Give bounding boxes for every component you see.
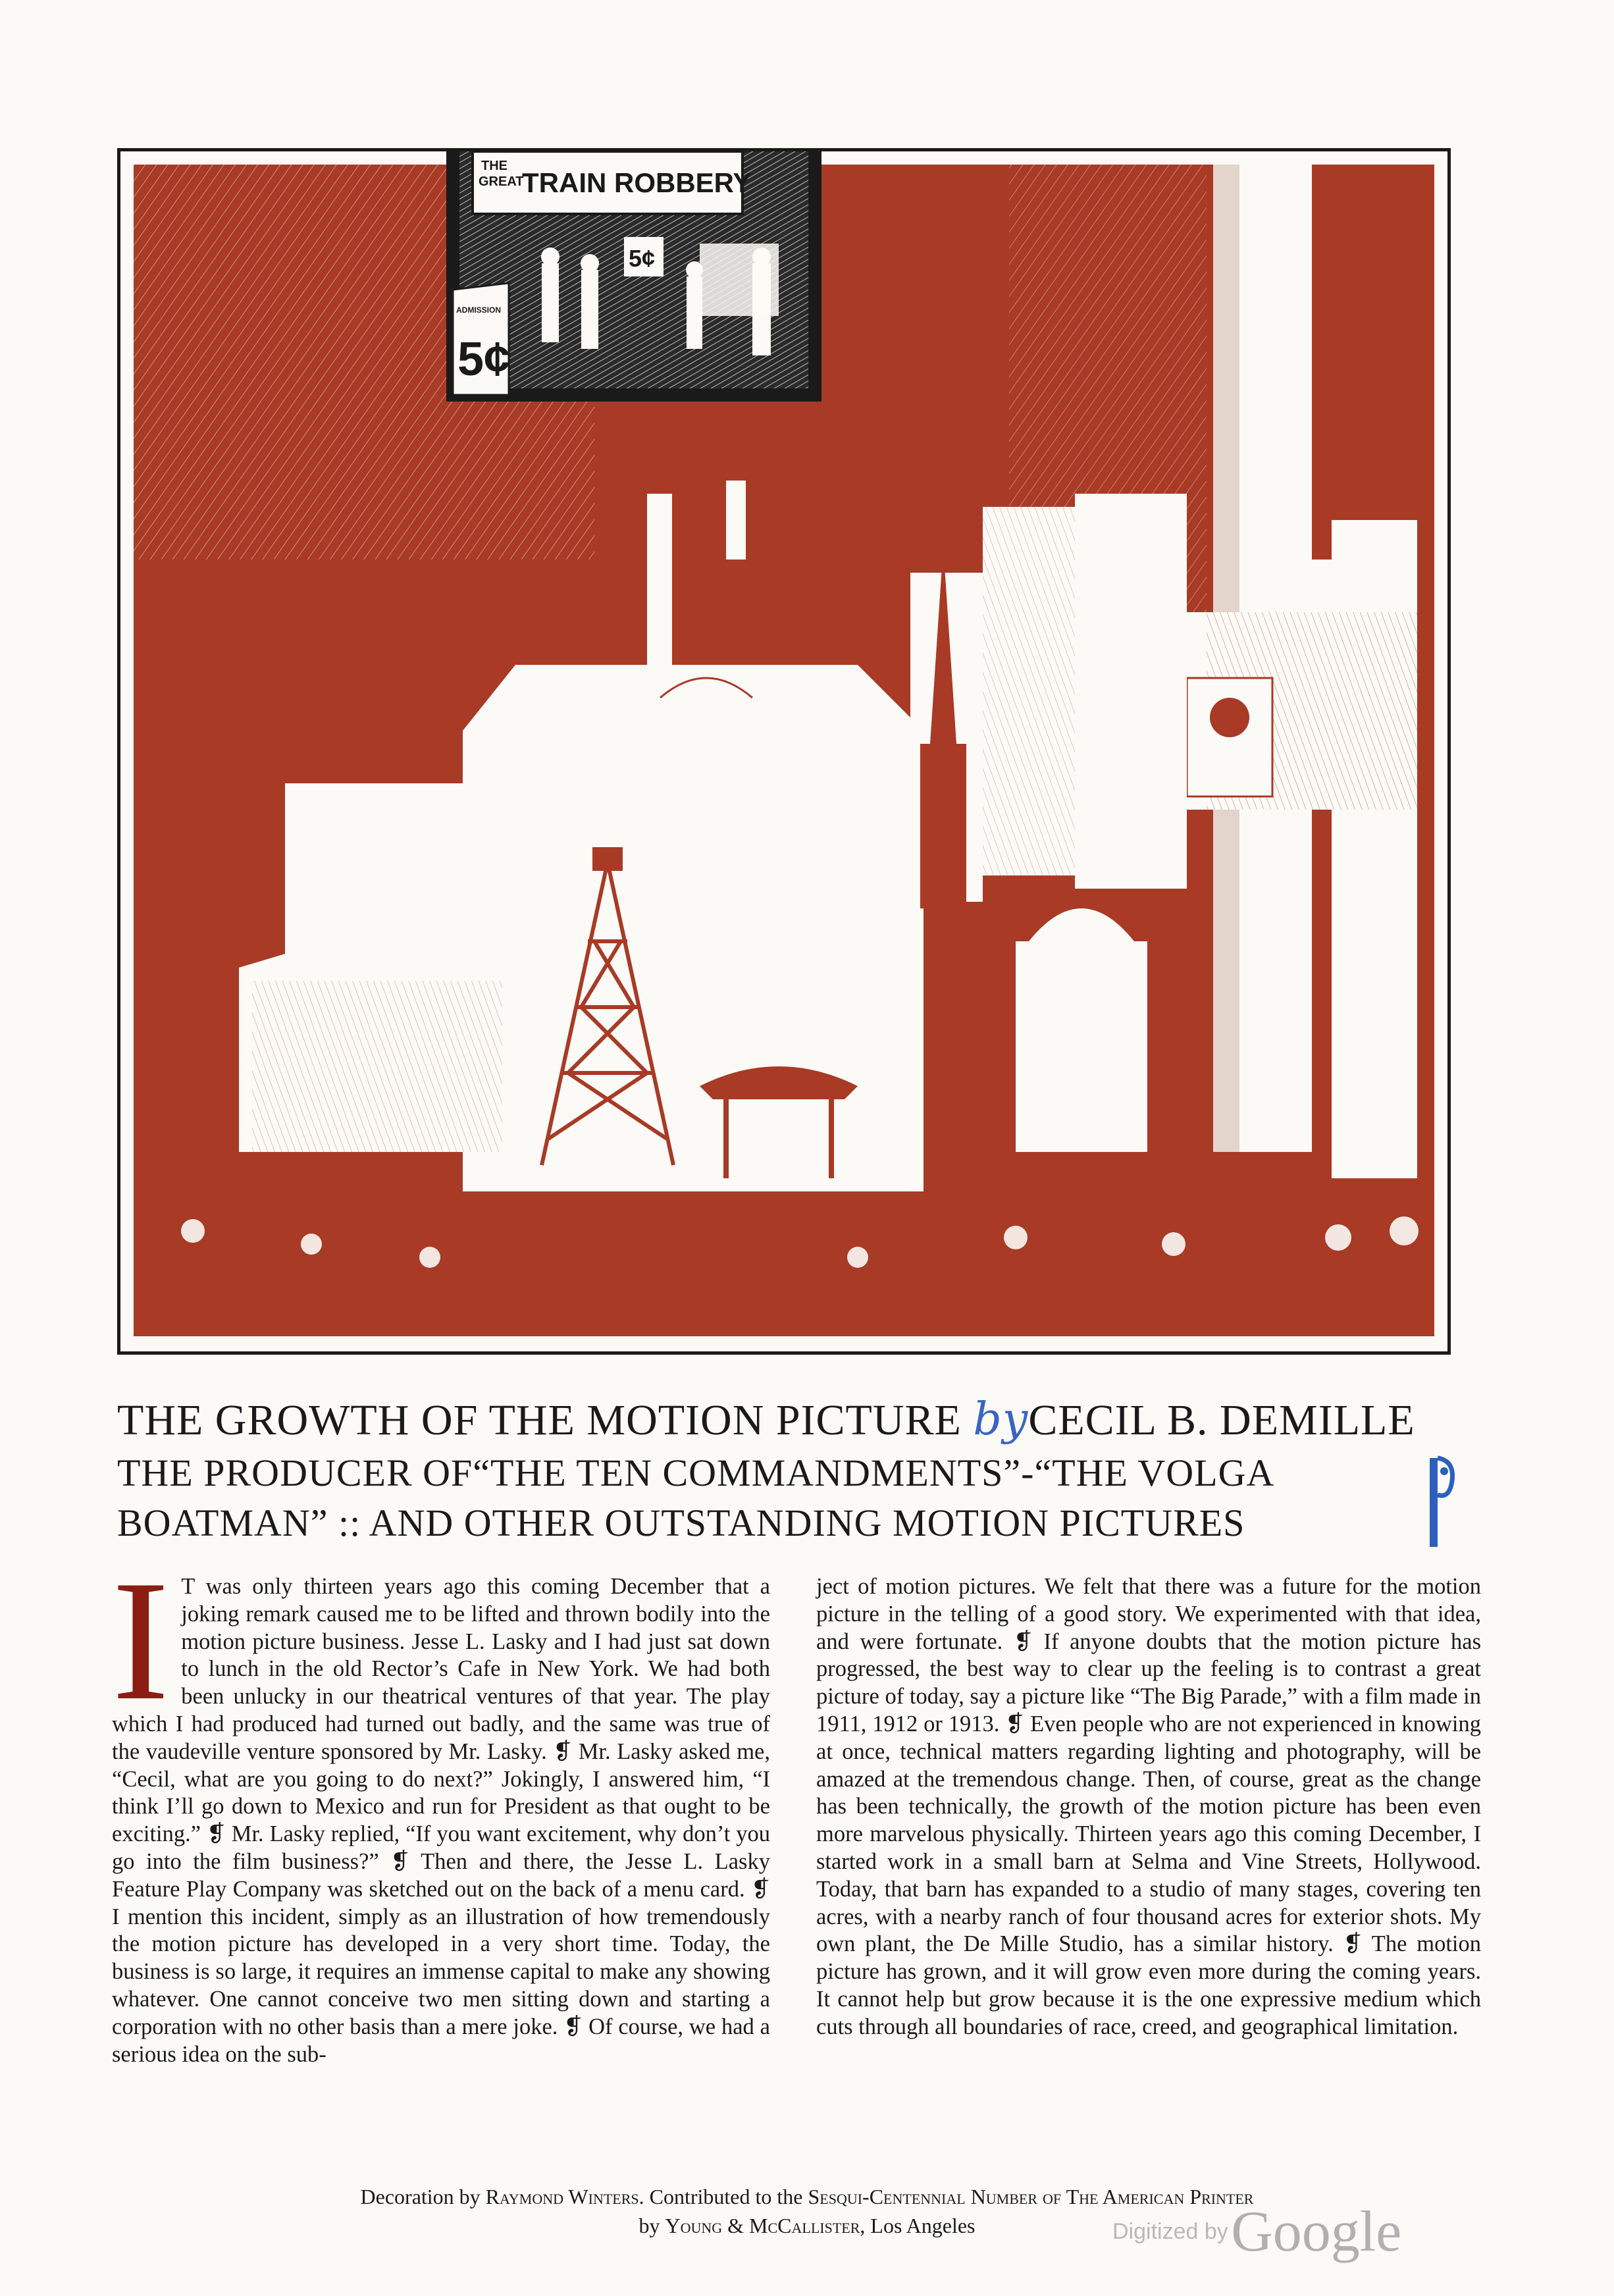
contributor-name: Young & McCallister (665, 2214, 860, 2237)
inset-price: 5¢ (629, 245, 656, 272)
inset-small-price: 5¢ (457, 333, 511, 386)
left-column-text: T was only thirteen years ago this coming December that a joking remark caused me to be lifted and thrown bodily into the motion picture business. Jesse L. Lasky and I had just sat down to lunch in the old Rector’s Cafe in New York. We had both been unlucky in our theatrical ventures of that year. The play which I had produced had turned out badly, and the same was true of the vaudeville venture sponsored by Mr. Lasky. ❡ Mr. Lasky asked me, “Cecil, what are you going to do next?” Jokingly, I answered him, “I think I’ll go down to Mexico and run for President as that ought to be exciting.” ❡ Mr. Lasky replied, “If you want excitement, why don’t you go into the film business?” ❡ Then and there, the Jesse L. Lasky Feature Play Company was sketched out on the back of a menu card. ❡ I mention this incident, simply as an illustration of how tremendously the motion picture has developed in a very short time. Today, the business is so large, it requires an immense capital to make any showing whatever. One cannot conceive two men sitting down and starting a corporation with no other basis than a mere joke. ❡ Of course, we had a serious idea on the sub- (112, 1574, 770, 2067)
right-column-text: ject of motion pictures. We felt that there was a future for the motion picture in the telling of a good story. We experimented with that idea, and were fortunate. ❡ If anyone doubts that the motion picture has progressed, the best way to clear up the feeling is to contrast a great picture of today, say a picture like “The Big Parade,” with a film made in 1911, 1912 or 1913. ❡ Even people who are not experienced in knowing at once, technical matters regarding lighting and photography, will be amazed at the tremendous change. Then, of course, great as the change has been technically, the growth of the motion picture has been even more marvelous physically. Thirteen years ago this coming December, I started work in a small barn at Selma and Vine Streets, Hollywood. Today, that barn has expanded to a studio of many stages, covering ten acres, with a nearby ranch of four thousand acres for exterior shots. My own plant, the De Mille Studio, has a similar history. ❡ The motion picture has grown, and it will grow even more during the coming years. It cannot help but grow because it is the one expressive medium which cuts through all boundaries of race, creed, and geographical limitation. (816, 1574, 1481, 2039)
illustrator-name: Raymond Winters (485, 2185, 639, 2208)
article-title (117, 1392, 1451, 1448)
digitized-watermark (1112, 2199, 1401, 2265)
inset-admission: ADMISSION (456, 305, 502, 315)
inset-theater-scene (446, 151, 821, 402)
subtitle-line-2: BOATMAN” :: AND OTHER OUTSTANDING MOTION PICTURES (117, 1501, 1245, 1544)
credit-text: Decoration by (360, 2185, 486, 2208)
title-main: THE GROWTH OF THE MOTION PICTURE (117, 1396, 962, 1444)
inset-sign-main: TRAIN ROBBERY (522, 167, 752, 198)
publication-name: Sesqui-Centennial Number of The American Printer (808, 2185, 1254, 2208)
cover-illustration (117, 148, 1451, 1355)
title-author: CECIL B. DEMILLE (1028, 1396, 1415, 1444)
title-block (117, 1392, 1451, 1548)
credit-text: by (638, 2214, 665, 2237)
studio-stage (463, 731, 924, 1191)
decorative-p-ornament (1426, 1451, 1456, 1550)
drop-cap: I (112, 1545, 170, 1736)
woodcut-illustration (120, 151, 1447, 1351)
title-by: by (973, 1394, 1029, 1446)
watermark-prefix: Digitized by (1112, 2219, 1228, 2244)
article-body (112, 1545, 1481, 2120)
credit-text: . Contributed to the (638, 2185, 808, 2208)
article-column-left (112, 1545, 770, 2068)
credit-text: , Los Angeles (860, 2214, 976, 2237)
inset-sign-great: GREAT (479, 174, 524, 189)
subtitle-line-1: THE PRODUCER OF“THE TEN COMMANDMENTS”-“THE VOLGA (117, 1451, 1275, 1494)
google-logo: Google (1231, 2200, 1402, 2264)
inset-sign-the: THE (481, 159, 508, 173)
article-column-right (816, 1573, 1481, 2041)
